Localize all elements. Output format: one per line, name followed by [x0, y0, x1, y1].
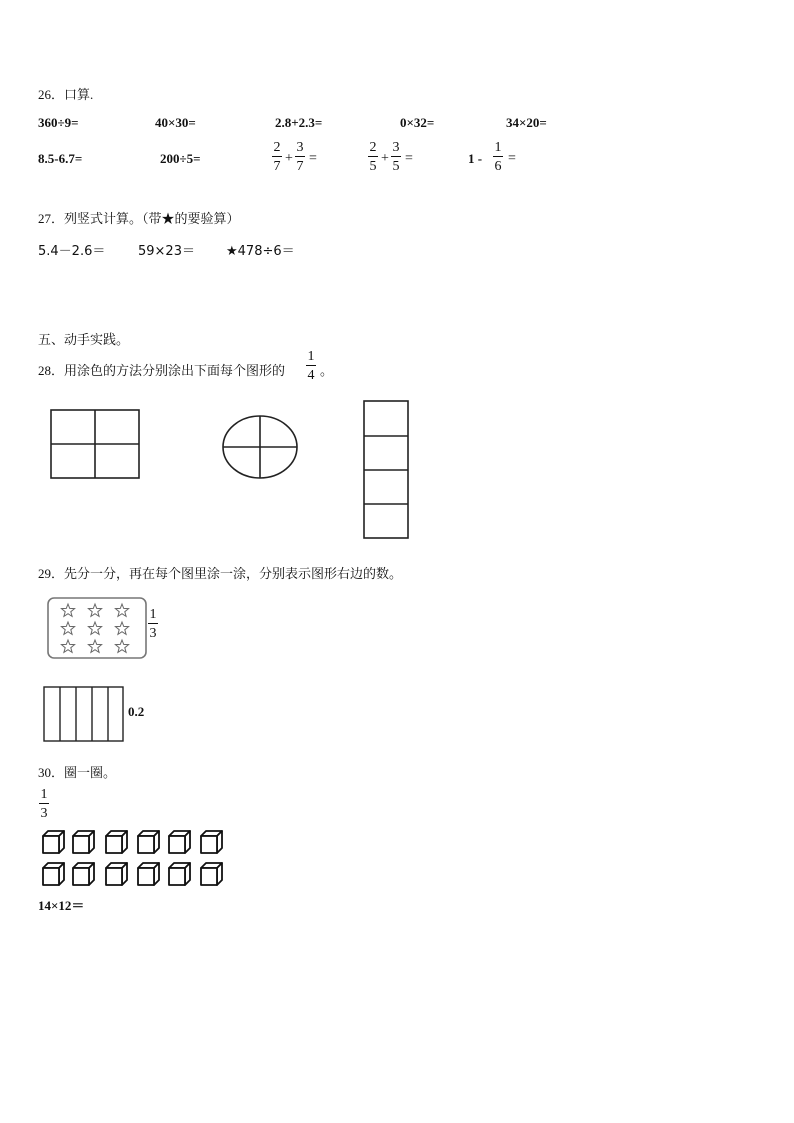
denominator: 4 — [307, 368, 315, 383]
numerator: 2 — [369, 140, 377, 155]
cube-icon — [106, 863, 127, 885]
numerator: 1 — [307, 349, 315, 364]
plus-sign: + — [285, 151, 293, 166]
q30-expression: 14×12＝ — [38, 898, 85, 913]
cube-icon — [43, 831, 64, 853]
numerator: 2 — [273, 140, 281, 155]
equals-sign: = — [405, 151, 413, 166]
q29-heading: 29．先分一分，再在每个图里涂一涂，分别表示图形右边的数。 — [38, 566, 403, 581]
denominator: 6 — [494, 159, 502, 174]
cube-icon — [169, 831, 190, 853]
numerator: 1 — [40, 787, 48, 802]
q27-item-1: 5.4－2.6＝ — [38, 244, 106, 259]
numerator: 3 — [296, 140, 304, 155]
q26-item-5: 34×20= — [506, 115, 547, 130]
numerator: 1 — [494, 140, 502, 155]
cube-icon — [201, 831, 222, 853]
denominator: 7 — [296, 159, 304, 174]
cube-icon — [201, 863, 222, 885]
q26-item-6: 8.5-6.7= — [38, 151, 83, 166]
q28-heading: 28．用涂色的方法分别涂出下面每个图形的 — [38, 363, 286, 378]
denominator: 5 — [369, 159, 377, 174]
numerator: 1 — [149, 607, 157, 622]
numerator: 3 — [392, 140, 400, 155]
q29-decimal: 0.2 — [128, 704, 145, 719]
q26-item-3: 2.8+2.3= — [275, 115, 323, 130]
denominator: 3 — [40, 806, 48, 821]
cube-icon — [43, 863, 64, 885]
denominator: 7 — [273, 159, 281, 174]
q26-item-2: 40×30= — [155, 115, 196, 130]
plus-sign: + — [381, 151, 389, 166]
cube-icon — [106, 831, 127, 853]
q26-item-4: 0×32= — [400, 115, 435, 130]
cube-icon — [169, 863, 190, 885]
denominator: 5 — [392, 159, 400, 174]
equals-sign: = — [309, 151, 317, 166]
q26-item-1: 360÷9= — [38, 115, 79, 130]
q28-heading-end: 。 — [320, 363, 334, 378]
cube-icon — [138, 863, 159, 885]
cube-icon — [73, 863, 94, 885]
q26-item-7: 200÷5= — [160, 151, 201, 166]
q27-item-2: 59×23＝ — [138, 244, 195, 259]
equals-sign: = — [508, 151, 516, 166]
section-title: 五、动手实践。 — [38, 332, 130, 347]
q27-item-3: ★478÷6＝ — [226, 244, 295, 259]
denominator: 3 — [149, 626, 157, 641]
q30-heading: 30．圈一圈。 — [38, 765, 117, 780]
q26-minuend: 1 - — [468, 151, 483, 166]
q27-heading: 27．列竖式计算。（带★的要验算） — [38, 211, 240, 226]
cube-icon — [73, 831, 94, 853]
cube-icon — [138, 831, 159, 853]
q26-heading: 26．口算. — [38, 87, 94, 102]
